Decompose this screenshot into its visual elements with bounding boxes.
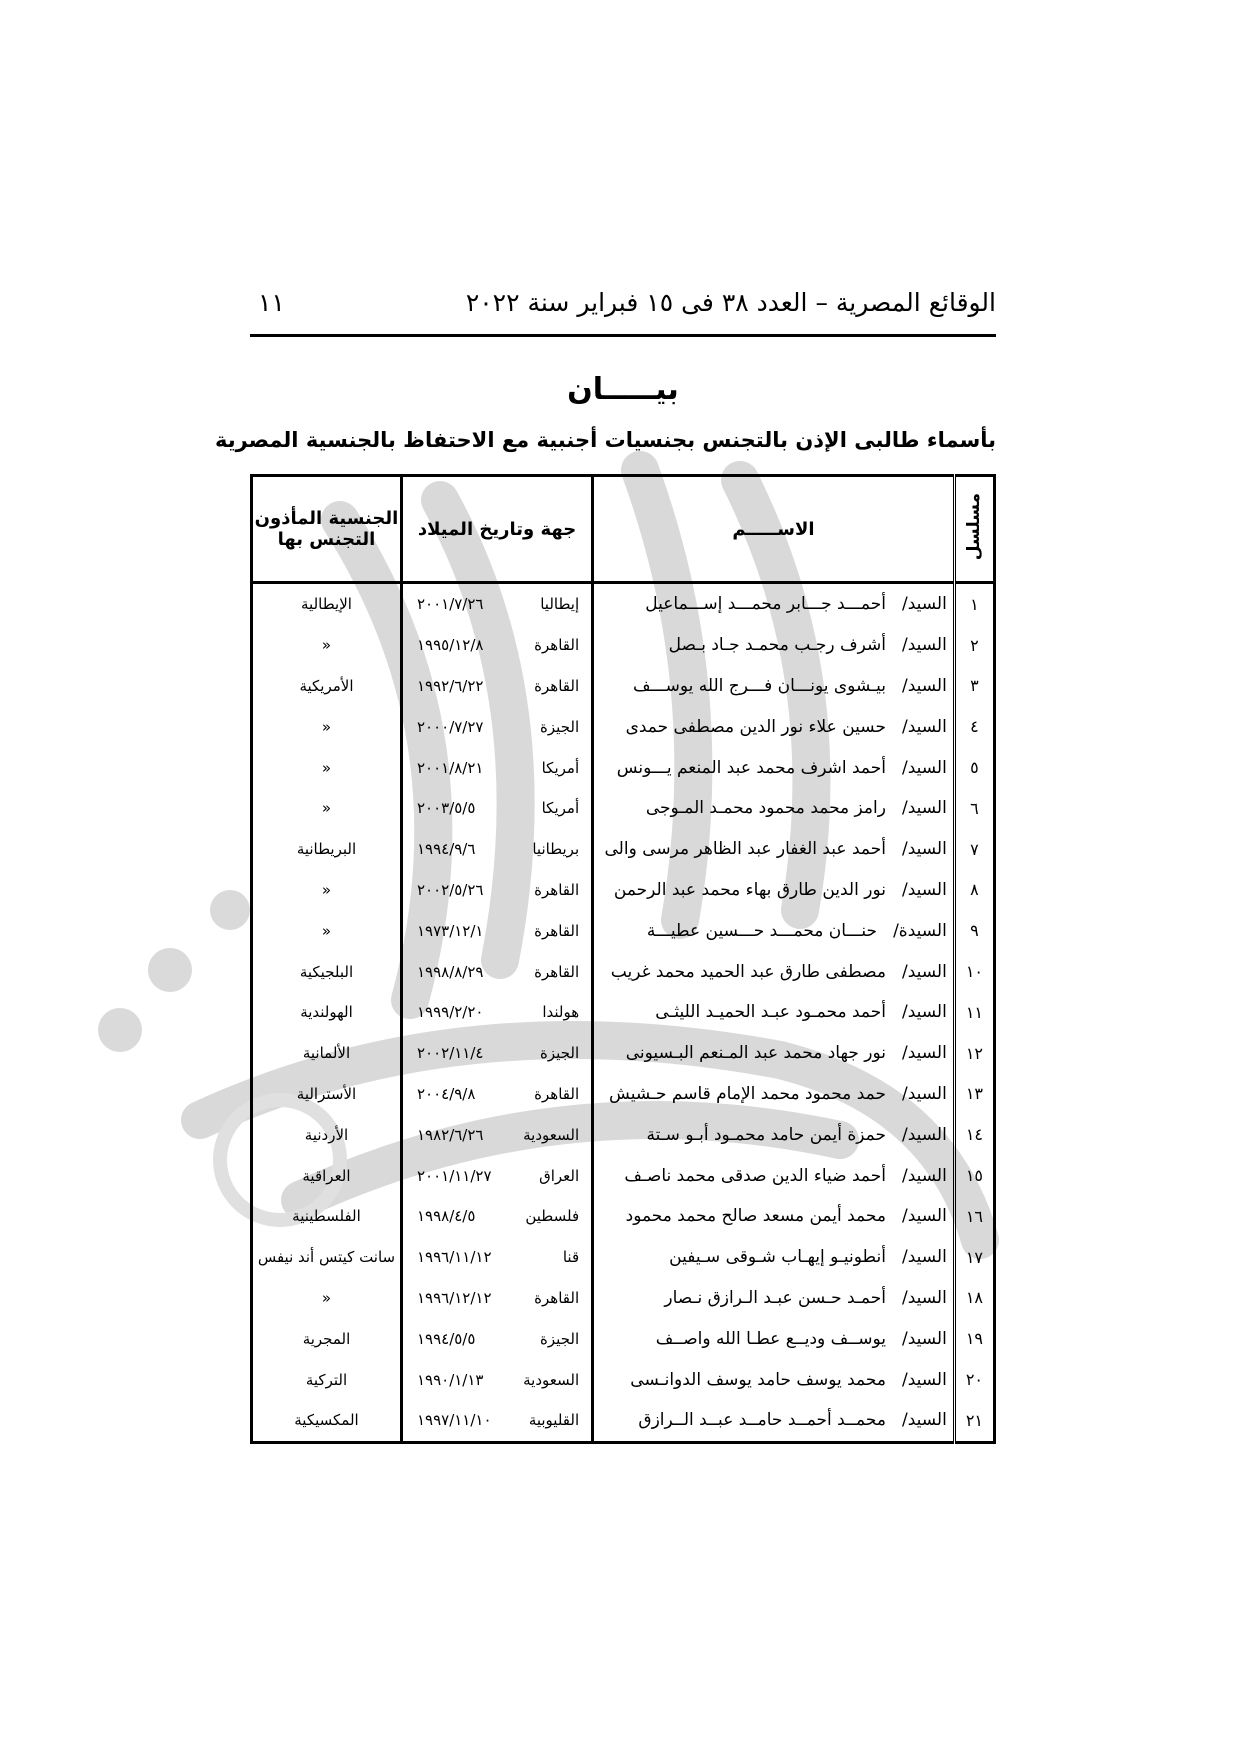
row-birth-cell	[401, 1278, 592, 1319]
row-birth-place: الجيزة	[540, 1329, 580, 1348]
table-row	[252, 1318, 995, 1359]
table-row	[252, 1278, 995, 1319]
row-honorific: السيد/	[901, 1206, 947, 1227]
row-birth-group	[403, 1371, 591, 1389]
row-birth-place: القاهرة	[534, 921, 580, 940]
row-name-cell	[593, 706, 955, 747]
row-full-name: حمد محمود محمد الإمام قاسم حـشيش	[609, 1083, 886, 1104]
table-row	[252, 706, 995, 747]
row-nationality: «	[321, 1288, 332, 1307]
row-name-cell	[593, 583, 955, 625]
row-full-name: يوســف وديــع عطـا الله واصــف	[655, 1328, 886, 1349]
table-row	[252, 1033, 995, 1074]
row-serial: ٩	[954, 910, 994, 951]
row-nationality: «	[321, 799, 332, 818]
row-nationality: الأسترالية	[296, 1084, 357, 1103]
row-full-name: أحمد عبد الغفار عبد الظاهر مرسى والى	[604, 839, 886, 860]
row-name-group	[594, 635, 953, 655]
row-birth-place: القاهرة	[534, 1288, 580, 1307]
row-honorific: السيد/	[901, 1287, 947, 1308]
row-nationality: الفلسطينية	[292, 1207, 361, 1226]
row-serial: ١٥	[954, 1155, 994, 1196]
table-row	[252, 625, 995, 666]
row-birth-date: ١٩٩٧/١١/١٠	[416, 1411, 492, 1430]
row-honorific: السيد/	[901, 716, 947, 737]
row-full-name: مصطفى طارق عبد الحميد محمد غريب	[610, 961, 886, 982]
row-name-group	[594, 1288, 953, 1308]
row-serial: ٦	[954, 788, 994, 829]
row-name-cell	[593, 870, 955, 911]
row-name-cell	[593, 747, 955, 788]
row-birth-group	[403, 1289, 591, 1307]
row-birth-date: ٢٠٠١/٨/٢١	[416, 758, 484, 777]
row-honorific: السيد/	[901, 1002, 947, 1023]
row-name-cell	[593, 1278, 955, 1319]
row-name-cell	[593, 1033, 955, 1074]
row-birth-place: أمريكا	[541, 758, 580, 777]
row-birth-place: العراق	[539, 1166, 580, 1185]
row-birth-cell	[401, 788, 592, 829]
row-serial: ٤	[954, 706, 994, 747]
row-birth-cell	[401, 1237, 592, 1278]
row-birth-group	[403, 1126, 591, 1144]
header-nationality: الجنسية المأذون التجنس بها	[252, 476, 402, 583]
row-birth-cell	[401, 870, 592, 911]
row-full-name: نور جهاد محمد عبد المـنعم البـسيونى	[625, 1043, 886, 1064]
row-birth-group	[403, 677, 591, 695]
row-name-group	[594, 676, 953, 696]
row-name-group	[594, 1166, 953, 1186]
row-birth-date: ١٩٩٩/٢/٢٠	[416, 1003, 484, 1022]
row-full-name: حسين علاء نور الدين مصطفى حمدى	[625, 716, 886, 737]
row-nationality: سانت كيتس أند نيفس	[257, 1248, 396, 1267]
row-honorific: السيد/	[901, 635, 947, 656]
row-birth-cell	[401, 1033, 592, 1074]
row-honorific: السيد/	[901, 1247, 947, 1268]
row-name-cell	[593, 829, 955, 870]
row-name-group	[594, 1247, 953, 1267]
row-birth-cell	[401, 1114, 592, 1155]
row-name-group	[594, 1370, 953, 1390]
row-birth-cell	[401, 1074, 592, 1115]
row-nationality: «	[321, 880, 332, 899]
row-birth-group	[403, 922, 591, 940]
row-birth-cell	[401, 747, 592, 788]
row-name-group	[594, 594, 953, 614]
row-birth-cell	[401, 706, 592, 747]
row-honorific: السيد/	[901, 961, 947, 982]
row-birth-date: ٢٠٠٢/٥/٢٦	[416, 880, 484, 899]
row-serial: ٢٠	[954, 1359, 994, 1400]
row-birth-cell	[401, 625, 592, 666]
row-serial: ٥	[954, 747, 994, 788]
table-row	[252, 747, 995, 788]
row-birth-cell	[401, 910, 592, 951]
row-full-name: أحمد ضياء الدين صدقى محمد ناصـف	[624, 1165, 886, 1186]
row-serial: ١٧	[954, 1237, 994, 1278]
row-honorific: السيد/	[901, 594, 947, 615]
row-full-name: بيـشوى يونـــان فـــرج الله يوســـف	[633, 675, 886, 696]
row-birth-place: إيطاليا	[540, 595, 580, 614]
table-row	[252, 992, 995, 1033]
row-honorific: السيد/	[901, 1328, 947, 1349]
page-number: ١١	[258, 288, 285, 317]
table-row	[252, 1155, 995, 1196]
row-serial: ١	[954, 583, 994, 625]
row-honorific: السيد/	[901, 839, 947, 860]
row-name-cell	[593, 992, 955, 1033]
row-name-cell	[593, 625, 955, 666]
row-birth-date: ٢٠٠١/٧/٢٦	[416, 595, 484, 614]
row-name-group	[594, 839, 953, 859]
row-nationality: الإيطالية	[301, 595, 352, 614]
row-nationality: «	[321, 758, 332, 777]
row-birth-place: السعودية	[523, 1125, 580, 1144]
row-birth-date: ١٩٩٨/٨/٢٩	[416, 962, 484, 981]
row-birth-place: هولندا	[542, 1003, 580, 1022]
table-row	[252, 870, 995, 911]
row-birth-group	[403, 1003, 591, 1021]
row-birth-cell	[401, 666, 592, 707]
row-birth-date: ٢٠٠٢/١١/٤	[416, 1044, 484, 1063]
table-header-row	[252, 476, 995, 583]
row-birth-group	[403, 718, 591, 736]
row-nationality: الألمانية	[302, 1044, 351, 1063]
row-name-group	[594, 1084, 953, 1104]
row-name-group	[594, 1043, 953, 1063]
row-birth-place: القاهرة	[534, 1084, 580, 1103]
row-birth-place: قنا	[562, 1248, 580, 1267]
row-nationality: البريطانية	[296, 840, 357, 859]
row-honorific: السيد/	[901, 675, 947, 696]
row-birth-place: السعودية	[523, 1370, 580, 1389]
row-birth-date: ١٩٩٨/٤/٥	[416, 1207, 476, 1226]
header-serial	[954, 476, 994, 583]
row-serial: ١٣	[954, 1074, 994, 1115]
row-nationality: المكسيكية	[294, 1411, 359, 1430]
row-name-group	[594, 1002, 953, 1022]
row-birth-date: ١٩٩٤/٩/٦	[416, 840, 476, 859]
table-row	[252, 951, 995, 992]
row-birth-date: ٢٠٠٣/٥/٥	[416, 799, 476, 818]
row-birth-date: ٢٠٠٤/٩/٨	[416, 1084, 476, 1103]
row-honorific: السيد/	[901, 757, 947, 778]
row-serial: ١١	[954, 992, 994, 1033]
row-birth-place: فلسطين	[525, 1207, 580, 1226]
row-full-name: حنـــان محمـــد حـــسين عطيـــة	[646, 920, 878, 941]
row-nationality: «	[321, 717, 332, 736]
row-birth-group	[403, 799, 591, 817]
row-name-cell	[593, 1114, 955, 1155]
header-birth: جهة وتاريخ الميلاد	[401, 476, 592, 583]
row-birth-date: ١٩٩٦/١١/١٢	[416, 1248, 492, 1267]
row-birth-place: القاهرة	[534, 962, 580, 981]
row-birth-date: ١٩٨٢/٦/٢٦	[416, 1125, 484, 1144]
row-birth-date: ١٩٧٣/١٢/١	[416, 921, 484, 940]
row-birth-group	[403, 759, 591, 777]
table-row	[252, 788, 995, 829]
row-nationality: الهولندية	[300, 1003, 353, 1022]
document-subtitle: بأسماء طالبى الإذن بالتجنس بجنسيات أجنبية مع الاحتفاظ بالجنسية المصرية	[214, 428, 996, 452]
row-serial: ٧	[954, 829, 994, 870]
table-row	[252, 1400, 995, 1442]
row-birth-date: ٢٠٠١/١١/٢٧	[416, 1166, 492, 1185]
row-name-cell	[593, 951, 955, 992]
table-row	[252, 910, 995, 951]
row-nationality: العراقية	[302, 1166, 351, 1185]
table-row	[252, 1196, 995, 1237]
row-birth-date: ١٩٩٥/١٢/٨	[416, 636, 484, 655]
row-full-name: محمــد أحمــد حامــد عبــد الــرازق	[638, 1410, 886, 1431]
row-birth-group	[403, 595, 591, 613]
row-birth-place: القاهرة	[534, 880, 580, 899]
row-name-group	[594, 962, 953, 982]
document-title: بيـــــان	[567, 372, 679, 407]
row-nationality: الأردنية	[304, 1125, 349, 1144]
row-birth-cell	[401, 1359, 592, 1400]
row-full-name: أحمد محمـود عبـد الحميـد الليثـى	[655, 1002, 886, 1023]
row-name-cell	[593, 666, 955, 707]
row-honorific: السيد/	[901, 798, 947, 819]
row-birth-date: ٢٠٠٠/٧/٢٧	[416, 717, 484, 736]
row-honorific: السيد/	[901, 1165, 947, 1186]
row-serial: ١٠	[954, 951, 994, 992]
row-full-name: أشرف رجـب محمـد جـاد بـصل	[668, 635, 886, 656]
row-birth-group	[403, 1411, 591, 1429]
table-row	[252, 829, 995, 870]
row-honorific: السيد/	[901, 1124, 947, 1145]
row-name-group	[594, 798, 953, 818]
row-birth-date: ١٩٩٠/١/١٣	[416, 1370, 484, 1389]
gazette-title: الوقائع المصرية – العدد ٣٨ فى ١٥ فبراير سنة ٢٠٢٢	[465, 288, 996, 317]
row-full-name: أحمـد حـسن عبـد الـرازق نـصار	[664, 1287, 886, 1308]
row-full-name: نور الدين طارق بهاء محمد عبد الرحمن	[613, 879, 886, 900]
naturalization-table-wrapper	[250, 474, 996, 1444]
row-birth-group	[403, 636, 591, 654]
row-birth-group	[403, 1044, 591, 1062]
row-serial: ١٨	[954, 1278, 994, 1319]
row-name-group	[594, 1206, 953, 1226]
row-birth-group	[403, 840, 591, 858]
row-name-cell	[593, 1196, 955, 1237]
row-nationality: المجرية	[302, 1329, 351, 1348]
row-nationality: الأمريكية	[299, 676, 354, 695]
row-birth-cell	[401, 992, 592, 1033]
row-name-cell	[593, 788, 955, 829]
row-birth-place: الجيزة	[540, 1044, 580, 1063]
row-full-name: أنطونيـو إيهـاب شـوقى سـيفين	[669, 1247, 886, 1268]
row-birth-cell	[401, 951, 592, 992]
row-name-cell	[593, 1318, 955, 1359]
table-row	[252, 1074, 995, 1115]
row-birth-group	[403, 1167, 591, 1185]
row-honorific: السيد/	[901, 1369, 947, 1390]
row-name-group	[594, 758, 953, 778]
row-serial: ١٤	[954, 1114, 994, 1155]
table-row	[252, 1114, 995, 1155]
row-full-name: محمد يوسف حامد يوسف الدوانـسى	[630, 1369, 886, 1390]
row-honorific: السيد/	[901, 1410, 947, 1431]
row-birth-place: القاهرة	[534, 676, 580, 695]
row-birth-place: القليوبية	[528, 1411, 580, 1430]
row-serial: ١٢	[954, 1033, 994, 1074]
table-row	[252, 1359, 995, 1400]
row-nationality: التركية	[305, 1370, 348, 1389]
row-honorific: السيد/	[901, 879, 947, 900]
row-birth-date: ١٩٩٢/٦/٢٢	[416, 676, 484, 695]
header-name: الاســـــم	[593, 476, 955, 583]
table-row	[252, 666, 995, 707]
row-birth-cell	[401, 1318, 592, 1359]
row-birth-cell	[401, 1155, 592, 1196]
row-full-name: رامز محمد محمود محمـد المـوجى	[645, 798, 886, 819]
row-birth-cell	[401, 1400, 592, 1442]
row-birth-place: القاهرة	[534, 636, 580, 655]
row-name-group	[594, 880, 953, 900]
row-name-cell	[593, 1237, 955, 1278]
row-serial: ٢١	[954, 1400, 994, 1442]
row-birth-date: ١٩٩٤/٥/٥	[416, 1329, 476, 1348]
row-serial: ١٦	[954, 1196, 994, 1237]
row-birth-group	[403, 963, 591, 981]
table-row	[252, 1237, 995, 1278]
row-full-name: حمزة أيمن حامد محمـود أبـو سـتة	[646, 1124, 886, 1145]
row-nationality: البلجيكية	[299, 962, 354, 981]
row-birth-group	[403, 1085, 591, 1103]
row-honorific: السيدة/	[893, 920, 947, 941]
row-name-group	[594, 921, 953, 941]
row-birth-place: بريطانيا	[532, 840, 580, 859]
table-body	[252, 583, 995, 1443]
header-serial-label: مسلسل	[964, 492, 985, 561]
row-birth-date: ١٩٩٦/١٢/١٢	[416, 1288, 492, 1307]
row-name-cell	[593, 910, 955, 951]
row-birth-place: أمريكا	[541, 799, 580, 818]
row-name-cell	[593, 1359, 955, 1400]
row-birth-cell	[401, 1196, 592, 1237]
row-serial: ٨	[954, 870, 994, 911]
row-birth-group	[403, 1207, 591, 1225]
row-birth-cell	[401, 829, 592, 870]
row-nationality: «	[321, 921, 332, 940]
row-birth-group	[403, 1248, 591, 1266]
row-name-group	[594, 1329, 953, 1349]
table-row	[252, 583, 995, 625]
row-birth-group	[403, 881, 591, 899]
row-full-name: محمد أيمن مسعد صالح محمد محمود	[625, 1206, 886, 1227]
row-name-group	[594, 717, 953, 737]
row-birth-cell	[401, 583, 592, 625]
row-full-name: أحمـــد جـــابر محمـــد إســـماعيل	[645, 594, 886, 615]
row-honorific: السيد/	[901, 1043, 947, 1064]
row-name-cell	[593, 1400, 955, 1442]
row-honorific: السيد/	[901, 1083, 947, 1104]
row-birth-place: الجيزة	[540, 717, 580, 736]
row-full-name: أحمد اشرف محمد عبد المنعم يـــونس	[616, 757, 886, 778]
row-name-group	[594, 1410, 953, 1430]
page-header	[250, 280, 996, 337]
row-serial: ٢	[954, 625, 994, 666]
naturalization-table	[250, 474, 996, 1444]
row-name-group	[594, 1125, 953, 1145]
row-name-cell	[593, 1155, 955, 1196]
row-birth-group	[403, 1330, 591, 1348]
row-name-cell	[593, 1074, 955, 1115]
row-serial: ١٩	[954, 1318, 994, 1359]
row-serial: ٣	[954, 666, 994, 707]
row-nationality: «	[321, 636, 332, 655]
